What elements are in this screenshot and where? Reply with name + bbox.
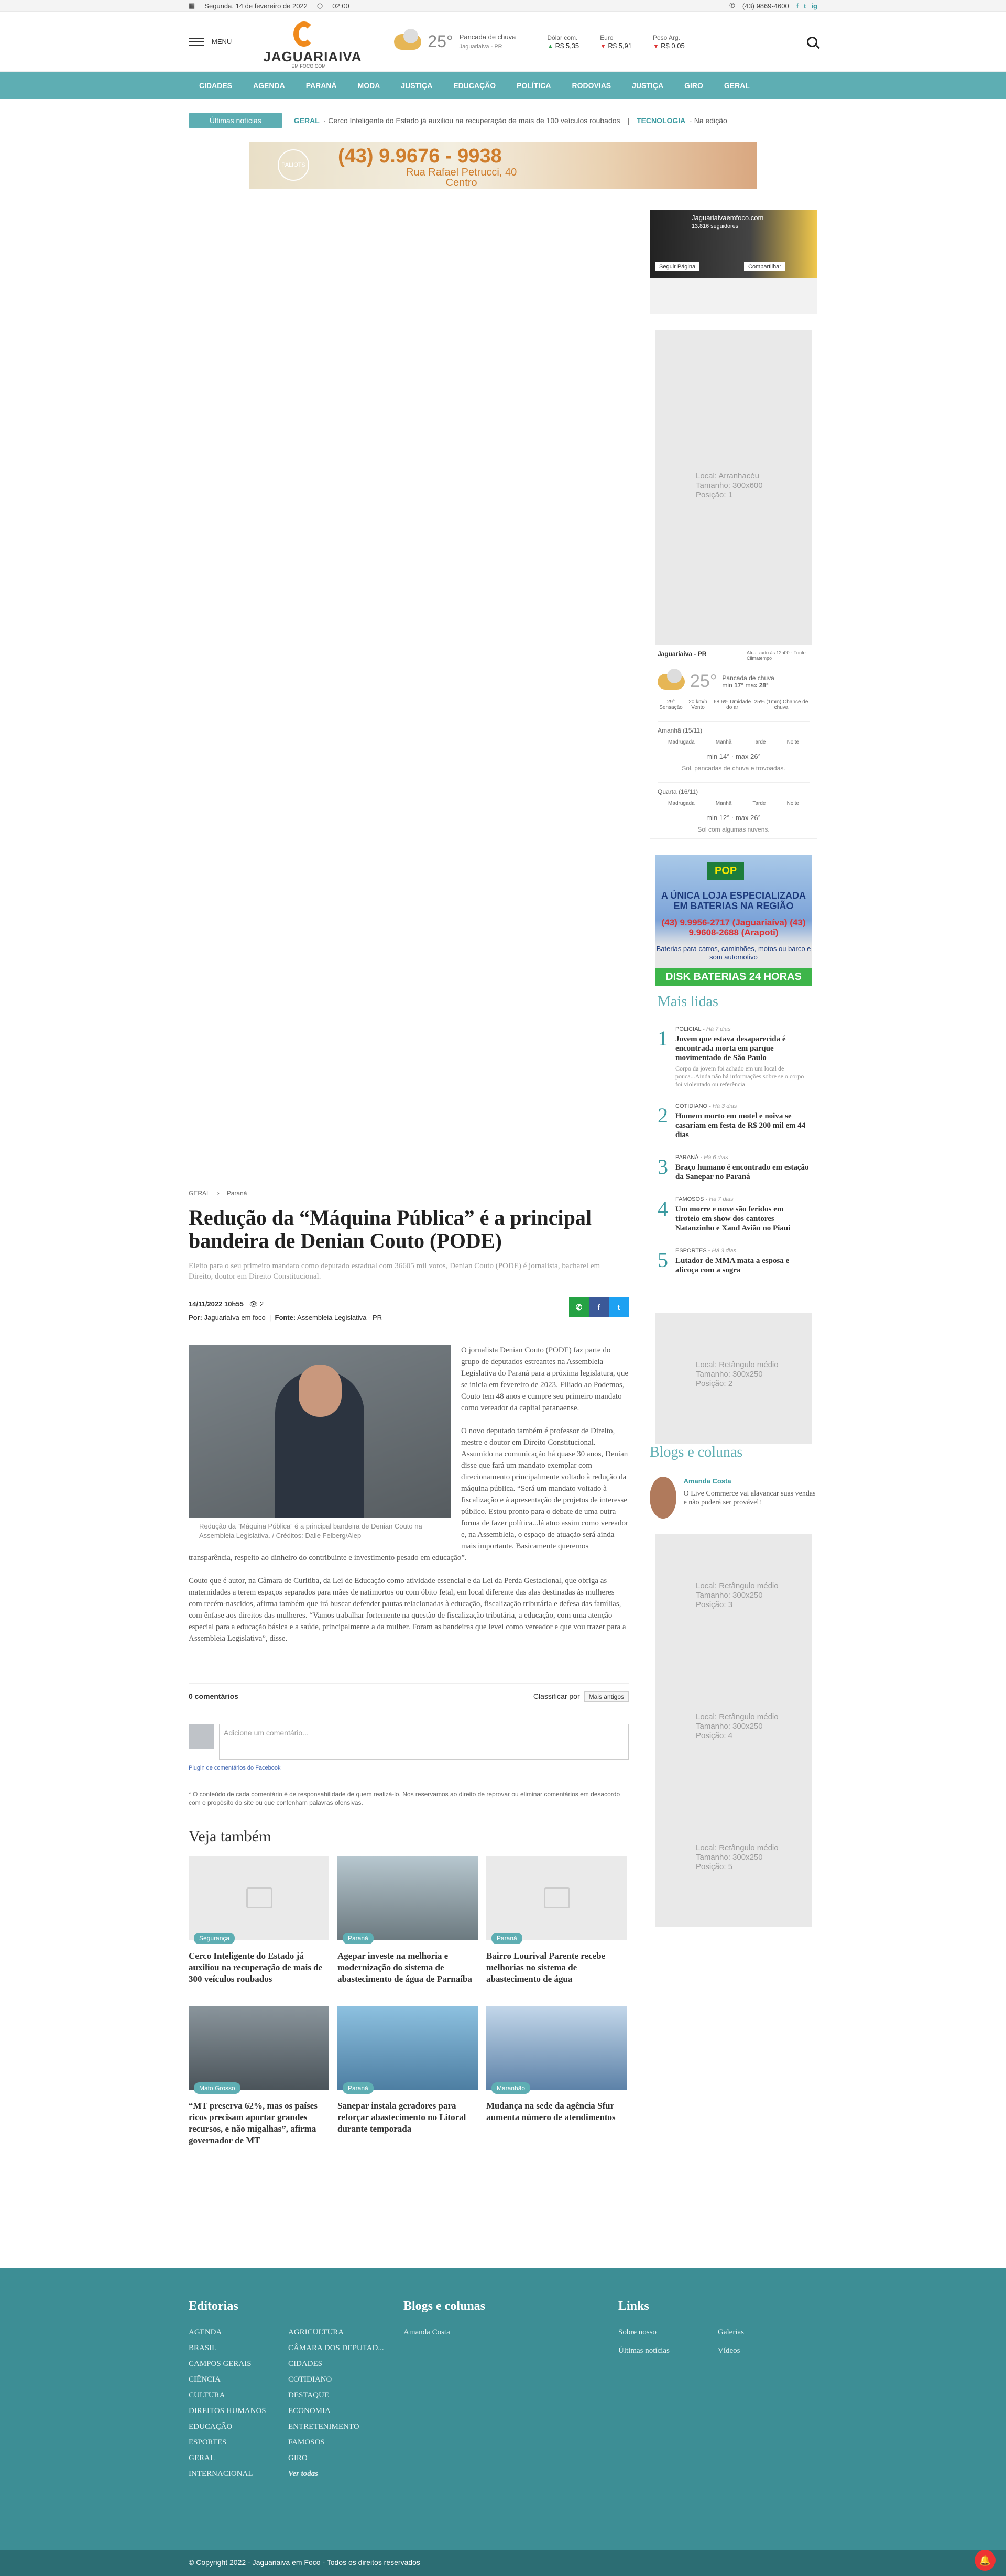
article-body <box>189 1345 629 1656</box>
ww-stat: 29° Sensação <box>659 699 683 711</box>
fb-follow-button[interactable]: Seguir Página <box>655 262 699 271</box>
most-read-item[interactable]: 4 FAMOSOS - Há 7 dias Um morre e nove são feridos em tiroteio em show dos cantores Natanzinho e Xand Avião no Piauí <box>658 1196 791 1232</box>
footer-link[interactable]: AGENDA <box>189 2328 222 2337</box>
copyright-text: © Copyright 2022 - Jaguariaiva em Foco - Todos os direitos reservados <box>189 2558 420 2567</box>
related-card[interactable]: Mato Grosso “MT preserva 62%, mas os países ricos precisam aportar grandes recursos, e não migalhas”, afirma governador de MT <box>189 2006 329 2146</box>
ad-slot-1[interactable]: Local: Arranhacéu Tamanho: 300x600 Posição: 1 <box>655 330 812 645</box>
banner-address: Rua Rafael Petrucci, 40 Centro <box>406 167 517 189</box>
article <box>189 1189 629 2146</box>
footer-link[interactable]: DESTAQUE <box>288 2391 329 2399</box>
breadcrumb-category[interactable]: GERAL <box>189 1189 210 1197</box>
eye-icon: 👁 <box>249 1300 258 1308</box>
logo-text: JAGUARIAIVA <box>263 48 362 64</box>
ww-stat: 25% (1mm) Chance de chuva <box>754 699 808 711</box>
banner-phone: (43) 9.9676 - 9938 <box>338 145 502 167</box>
ww-forecast-day: Amanhã (15/11) Madrugada Manhã Tarde Noite min 14° · max 26° Sol, pancadas de chuva e trovoadas. <box>658 721 810 772</box>
ticker-item[interactable]: GERAL · Cerco Inteligente do Estado já auxiliou na recuperação de mais de 100 veículos roubados <box>293 116 620 125</box>
ticker-label: Últimas notícias <box>189 113 282 128</box>
article-paragraph: O jornalista Denian Couto (PODE) faz parte do grupo de deputados estreantes na Assembleia Legislativa do Paraná para a próxima legislatura, que se inicia em fevereiro de 2023. Filiado ao Podemos, Couto tem 48 anos e cumpre seu primeiro mandato como vereador da capital paranaense. <box>461 1346 629 1412</box>
arrow-up-icon: ▲ <box>547 42 554 50</box>
arrow-down-icon: ▼ <box>652 42 659 50</box>
most-read-widget <box>650 986 817 1297</box>
most-read-item[interactable]: 3 PARANÁ - Há 6 dias Braço humano é encontrado em estação da Sanepar no Paraná <box>658 1154 809 1181</box>
article-views: 2 <box>259 1300 264 1308</box>
footer-blogs-title: Blogs e colunas <box>403 2299 486 2313</box>
facebook-page-widget[interactable] <box>650 210 817 314</box>
time-text: 02:00 <box>332 2 349 10</box>
logo-subtext: EM FOCO.COM <box>291 63 326 69</box>
menu-label: MENU <box>212 38 232 46</box>
ad-slot-4[interactable]: Local: Retângulo médio Tamanho: 300x250 Posição: 4 <box>655 1665 812 1796</box>
weather-temp: 25° <box>428 32 453 51</box>
instagram-icon[interactable]: ig <box>811 2 817 10</box>
related-card[interactable]: Paraná Sanepar instala geradores para reforçar abastecimento no Litoral durante temporada <box>337 2006 478 2146</box>
weather-desc: Pancada de chuva <box>459 32 516 41</box>
banner-logo: PALIOTS <box>278 149 309 181</box>
ticker-item[interactable]: TECNOLOGIA · Na edição <box>636 116 727 125</box>
blogs-widget <box>650 1444 817 1519</box>
article-paragraph: Couto que é autor, na Câmara de Curitiba, da Lei de Educação como atividade essencial e da Lei da Perda Gestacional, que obriga as maternidades a terem espaços separados para mães de natimortos ou com óbito fetal, em local diferente das alas destinadas às mulheres com recém-nascidos, afirma também que irá buscar defender pautas relacionadas à educação, fiscalização tributária e defesa das famílias, com ênfase aos direitos das mulheres. “Vamos trabalhar fortemente na questão de fiscalização tributária, a educação, com uma atenção especial para a educação básica e a saúde, principalmente a da mulher. Foram as bandeiras que levei como vereador e que vou trazer para a Assembleia Legislativa”, disse. <box>189 1577 626 1643</box>
article-photo[interactable] <box>189 1345 451 1541</box>
footer-link[interactable]: Últimas notícias <box>618 2346 670 2355</box>
footer-link[interactable]: FAMOSOS <box>288 2438 325 2447</box>
partly-cloudy-icon <box>658 674 685 690</box>
footer-link[interactable]: DIREITOS HUMANOS <box>189 2407 266 2415</box>
article-title: Redução da “Máquina Pública” é a principal bandeira de Denian Couto (PODE) <box>189 1206 592 1252</box>
most-read-item[interactable]: 5 ESPORTES - Há 3 dias Lutador de MMA mata a esposa e alicoça com a sogra <box>658 1248 790 1274</box>
article-lead: Eleito para o seu primeiro mandato como deputado estadual com 36605 mil votos, Denian Couto (PODE) é jornalista, bacharel em Direito, doutor em Direito Constitucional. <box>189 1262 600 1281</box>
nav-item-moda[interactable]: MODA <box>357 81 380 90</box>
most-read-item[interactable]: 2 COTIDIANO - Há 3 dias Homem morto em motel e noiva se casariam em festa de R$ 200 mil em 44 dias <box>658 1103 806 1139</box>
sort-label: Classificar por <box>533 1692 580 1700</box>
blog-text: O Live Commerce vai alavancar suas vendas e não poderá ser provável! <box>683 1490 816 1507</box>
quote-peso: Peso Arg. ▼ R$ 0,05 <box>652 34 685 50</box>
footer-link[interactable]: COTIDIANO <box>288 2375 332 2384</box>
ww-city: Jaguariaíva - PR <box>658 650 707 658</box>
ww-forecast-day: Quarta (16/11) Madrugada Manhã Tarde Noite min 12° · max 26° Sol com algumas nuvens. <box>658 782 810 833</box>
twitter-share-icon[interactable]: t <box>609 1297 629 1317</box>
related-card[interactable]: Segurança Cerco Inteligente do Estado já auxiliou na recuperação de mais de 300 veículos roubados <box>189 1856 329 1985</box>
weather-city: Jaguariaíva - PR <box>459 43 502 50</box>
footer-link[interactable]: GIRO <box>288 2454 308 2462</box>
footer-link[interactable]: GERAL <box>189 2454 215 2462</box>
quote-euro: Euro ▼ R$ 5,91 <box>600 34 632 50</box>
avatar <box>189 1724 214 1749</box>
blog-post[interactable] <box>650 1477 817 1519</box>
article-date: 14/11/2022 10h55 <box>189 1300 244 1308</box>
phone-text[interactable]: (43) 9869-4600 <box>742 2 789 10</box>
footer-link[interactable]: Galerias <box>718 2328 744 2337</box>
blog-author: Amanda Costa <box>683 1477 731 1485</box>
footer-see-all[interactable]: Ver todas <box>288 2470 319 2478</box>
arrow-down-icon: ▼ <box>600 42 607 50</box>
footer-link[interactable]: Amanda Costa <box>403 2328 450 2337</box>
blogs-title: Blogs e colunas <box>650 1444 743 1460</box>
pop-logo: POP <box>707 862 744 880</box>
calendar-icon: ▦ <box>189 2 195 9</box>
avatar <box>650 1477 676 1519</box>
site-footer <box>0 2268 1006 2550</box>
ad-slot-3[interactable]: Local: Retângulo médio Tamanho: 300x250 Posição: 3 <box>655 1534 812 1665</box>
notification-bell-icon[interactable]: 🔔 <box>975 2550 996 2571</box>
footer-link[interactable]: CULTURA <box>189 2391 225 2399</box>
nav-item-agenda[interactable]: AGENDA <box>253 81 285 90</box>
footer-link[interactable]: ENTRETENIMENTO <box>288 2422 359 2431</box>
ww-stat: 20 km/h Vento <box>688 699 707 711</box>
footer-link[interactable]: CIDADES <box>288 2360 323 2368</box>
footer-editorias-title: Editorias <box>189 2299 238 2313</box>
quote-dollar: Dólar com. ▲ R$ 5,35 <box>547 34 579 50</box>
share-buttons <box>569 1297 629 1317</box>
facebook-share-icon[interactable]: f <box>589 1297 609 1317</box>
footer-link[interactable]: ECONOMIA <box>288 2407 331 2415</box>
facebook-icon[interactable]: f <box>796 2 799 10</box>
ww-stat: 68.6% Umidade do ar <box>713 699 751 711</box>
comment-input[interactable]: Adicione um comentário... <box>219 1724 629 1760</box>
comments-section <box>189 1683 629 1807</box>
article-author: Jaguariaíva em foco <box>204 1314 266 1322</box>
fb-plugin-link[interactable]: Plugin de comentários do Facebook <box>189 1765 281 1771</box>
sidebar <box>650 210 817 1927</box>
nav-item-politica[interactable]: POLÍTICA <box>517 81 551 90</box>
nav-item-educacao[interactable]: EDUCAÇÃO <box>453 81 496 90</box>
footer-link[interactable]: Sobre nosso <box>618 2328 657 2337</box>
sort-select[interactable]: Mais antigos <box>584 1691 629 1702</box>
image-placeholder-icon <box>246 1887 272 1908</box>
date-text: Segunda, 14 de fevereiro de 2022 <box>204 2 308 10</box>
see-also-title: Veja também <box>189 1828 271 1845</box>
fb-share-button[interactable]: Compartilhar <box>744 262 785 271</box>
clock-icon: ◷ <box>316 2 323 9</box>
ad-slot-2[interactable]: Local: Retângulo médio Tamanho: 300x250 Posição: 2 <box>655 1313 812 1444</box>
footer-editorias <box>189 2328 403 2479</box>
footer-link[interactable]: CAMPOS GERAIS <box>189 2360 252 2368</box>
related-card[interactable]: Paraná Agepar investe na melhoria e modernização do sistema de abastecimento de água de Parnaíba <box>337 1856 478 1985</box>
footer-link[interactable]: Vídeos <box>718 2346 740 2355</box>
footer-link[interactable]: ESPORTES <box>189 2438 227 2447</box>
fb-page-name: Jaguariaivaemfoco.com <box>692 214 764 222</box>
most-read-item[interactable]: 1 POLICIAL - Há 7 dias Jovem que estava desaparecida é encontrada morta em parque movimentado de São Paulo Corpo da jovem foi achado em um local de pouca...Ainda não há informações sobre se o corpo foi violentado ou referência <box>658 1026 804 1088</box>
ad-slot-5[interactable]: Local: Retângulo médio Tamanho: 300x250 Posição: 5 <box>655 1796 812 1927</box>
related-card[interactable]: Maranhão Mudança na sede da agência Sfur aumenta número de atendimentos <box>486 2006 627 2146</box>
footer-link[interactable]: EDUCAÇÃO <box>189 2422 233 2431</box>
copyright-bar <box>0 2550 1006 2576</box>
breadcrumb <box>189 1189 629 1197</box>
news-ticker: Últimas notícias GERAL · Cerco Inteligente do Estado já auxiliou na recuperação de mais de 100 veículos roubados | TECNOLOGIA · Na edição <box>0 99 1006 142</box>
comments-count: 0 comentários <box>189 1692 238 1700</box>
twitter-icon[interactable]: t <box>804 2 806 10</box>
nav-item-justica-2[interactable]: JUSTIÇA <box>632 81 664 90</box>
article-paragraph: O novo deputado também é professor de Direito, mestre e doutor em Direito Constitucional. Assumido na comunicação há quase 30 anos, Denian disse que fará um mandato exemplar com direcionamento principalmente voltado à redução da máquina pública. “Será um mandato voltado à fiscalização e à apresentação de projetos de interesse público. Estou pronto para o debate de uma outra forma de fazer política...lá atuo assim como vereador e, na Assembleia, o espaço de atuação será ainda mais importante. Basicamente queremos transparência, respeito ao dinheiro do contribuinte e investimento pesado em educação”. <box>189 1427 629 1562</box>
image-placeholder-icon <box>544 1887 570 1908</box>
article-meta: 14/11/2022 10h55 👁 2 Por: Jaguariaíva em foco | Fonte: Assembleia Legislativa - PR ✆ f t <box>189 1297 629 1325</box>
article-source: Assembleia Legislativa - PR <box>297 1314 382 1322</box>
footer-link[interactable]: BRASIL <box>189 2344 217 2352</box>
weather-widget: Jaguariaíva - PR Atualizado às 12h00 - Fonte: Climatempo 25° Pancada de chuva min 17° max 28° 29° Sensação 20 km/h Vento 68.6% Umidade do ar 25% (1mm) Chance de chuva Amanhã (15/11) Madrugada Manhã Tarde Noite min 14° · max 26° Sol, pancadas de chuva e trovoadas. Quarta (16/11) Madrugada Manhã Tarde Noite min 12° · max 26° Sol com algumas nuvens. <box>650 645 817 839</box>
footer-link[interactable]: CIÊNCIA <box>189 2375 221 2384</box>
ww-temp: 25° <box>690 671 717 691</box>
related-card[interactable]: Paraná Bairro Lourival Parente recebe melhorias no sistema de abastecimento de água <box>486 1856 627 1985</box>
breadcrumb-subcategory[interactable]: Paraná <box>226 1189 247 1197</box>
comments-disclaimer: * O conteúdo de cada comentário é de responsabilidade de quem realizá-lo. Nos reservamos ao direito de reprovar ou eliminar comentários em desacordo com o propósito do site ou que contenham palavras ofensivas. <box>189 1791 620 1806</box>
footer-link[interactable]: INTERNACIONAL <box>189 2470 253 2478</box>
pop-batteries-ad[interactable]: POP A ÚNICA LOJA ESPECIALIZADA EM BATERIAS NA REGIÃO (43) 9.9956-2717 (Jaguariaíva) (43) 9.9608-2688 (Arapoti) Baterias para carros, caminhões, motos ou barco e som automotivo DISK BATERIAS 24 HORAS <box>655 855 812 986</box>
nav-item-justica[interactable]: JUSTIÇA <box>401 81 433 90</box>
most-read-title: Mais lidas <box>658 994 718 1010</box>
nav-item-geral[interactable]: GERAL <box>724 81 750 90</box>
footer-link[interactable]: CÂMARA DOS DEPUTAD... <box>288 2344 384 2352</box>
footer-link[interactable]: AGRICULTURA <box>288 2328 344 2337</box>
breadcrumb-sep: › <box>217 1189 220 1197</box>
nav-item-giro[interactable]: GIRO <box>684 81 703 90</box>
whatsapp-share-icon[interactable]: ✆ <box>569 1297 589 1317</box>
whatsapp-icon: ✆ <box>729 2 735 9</box>
fb-followers: 13.816 seguidores <box>692 223 739 230</box>
ww-desc: Pancada de chuva <box>722 674 774 682</box>
ww-updated: Atualizado às 12h00 - Fonte: Climatempo <box>747 650 807 661</box>
nav-item-rodovias[interactable]: RODOVIAS <box>572 81 611 90</box>
nav-item-cidades[interactable]: CIDADES <box>199 81 233 90</box>
nav-item-parana[interactable]: PARANÁ <box>305 81 337 90</box>
see-also <box>189 1828 629 2146</box>
footer-links-title: Links <box>618 2299 649 2313</box>
photo-caption: Redução da “Máquina Pública” é a principal bandeira de Denian Couto na Assembleia Legislativa. / Créditos: Dalie Felberg/Alep <box>199 1522 422 1540</box>
